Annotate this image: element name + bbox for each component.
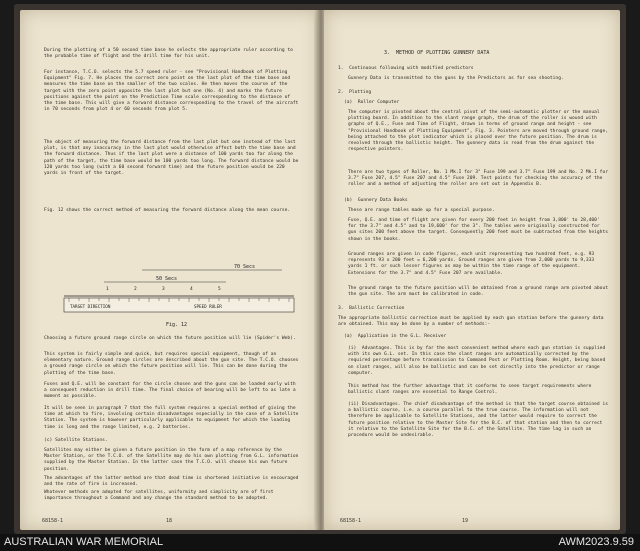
- book-spread: [14, 4, 626, 534]
- left-paragraph-5: Choosing a future ground range circle on which the future position will lie (Spider's Web).: [44, 336, 296, 341]
- left-paragraph-4: Fig. 12 shows the correct method of measuring the forward distance along the mean course.: [44, 208, 291, 213]
- sub-b-text: These are range tables made up for a special purpose.: [348, 208, 495, 213]
- item-2-heading: 2. Plotting: [338, 90, 372, 95]
- plot-number-5: 5: [218, 287, 221, 292]
- plot-number-3: 3: [162, 287, 165, 292]
- item-1-text: Gunnery Data is transmitted to the guns by the Predictors as for sea shooting.: [348, 76, 564, 81]
- figure-caption: Fig. 12: [166, 322, 188, 328]
- item-3-text: The appropriate ballistic correction must be applied by each gun station before the gunnery data are obtained. This may be done by a number of methods:-: [338, 316, 607, 328]
- right-footer-code: 68158-1: [340, 518, 362, 524]
- ruler-label-speed: SPEED RULER: [194, 304, 222, 309]
- sub-3a-disadvantages: (ii) Disadvantages. The chief disadvantage of the method is that the target course obtained is a ballistic course, i.e. a course parallel to the true course. The information will not therefore be applicable to Satellite Stations, and the latter would require to correct the future position relative to the Master Site for the B.C. of that station and then to correct it relative to the Satellite Site for the B.C. of the Satellite. The time lag in such an procedure would be undesirable.: [348, 402, 611, 439]
- sub-a-heading: (a) Roller Computer: [344, 100, 400, 105]
- sub-3a-advantages-2: This method has the further advantage that it conforms to seen target requirements where ballistic slant ranges are essential to Range Control.: [348, 384, 595, 396]
- left-paragraph-9: (c) Satellite Stations.: [44, 438, 108, 443]
- label-50-secs: 50 Secs: [156, 276, 178, 282]
- section-title: 3. METHOD OF PLOTTING GUNNERY DATA: [384, 50, 490, 56]
- left-paragraph-8: It will be seen in paragraph 7 that the full system requires a special method of giving the time at which to fire, involving certain disadvantages especially in the case of a Satellite Station. The system is however particularly applicable to equipment for which the loading time is long and the range limited, e.g. 2 batteries.: [44, 406, 302, 430]
- left-paragraph-1: During the plotting of a 50 second time base he selects the appropriate ruler according to the probable time of flight and the drill time for his unit.: [44, 48, 296, 60]
- left-page-number: 18: [166, 518, 173, 524]
- sub-3a-heading: (a) Application in the G.L. Receiver: [344, 334, 447, 339]
- plot-number-4: 4: [190, 287, 193, 292]
- left-paragraph-10: Satellites may either be given a future position in the form of a map reference by the Master Station, or the T.C.O. of the Satellite may do his own plotting from G.L. information supplied by the Master Station. In the latter case the T.C.O. will choose his own future position.: [44, 448, 302, 472]
- left-paragraph-7: Fuses and Q.E. will be constant for the circle chosen and the guns can be loaded early with a consequent reduction in drill time. The final choice of bearing will be left to as late a moment as possible.: [44, 382, 299, 400]
- sub-3a-advantages: (i) Advantages. This is by far the most convenient method where each gun station is supplied with its own G.L. set. In this case the slant ranges are automatically corrected by the required percentage before transmission to Command Post or Plotting Room. Height, being based on slant ranges, will also be ballistic and can be set directly into the predictor or range computer.: [348, 346, 608, 376]
- sub-b-heading: (b) Gunnery Data Books: [344, 198, 408, 203]
- archive-accession-number: AWM2023.9.59: [558, 536, 634, 548]
- left-footer-code: 68158-1: [42, 518, 64, 524]
- plot-number-2: 2: [134, 287, 137, 292]
- plot-number-1: 1: [106, 287, 109, 292]
- sub-b-text-4: The ground range to the future position will be obtained from a ground range arm pivoted about the gun site. The arm must be calibrated in code.: [348, 286, 611, 298]
- item-1-heading: 1. Continuous following with modified predictors: [338, 66, 474, 71]
- left-paragraph-11: The advantages of the latter method are that dead time is shortened initiative is encouraged and the rate of fire is increased.: [44, 476, 302, 488]
- ruler-label-direction: TARGET DIRECTION: [70, 304, 111, 309]
- sub-a-text: The computer is pivoted about the central pivot of the semi-automatic plotter or the manual plotting board. In addition to the slant range graph, the drum of the roller is wound with graphs of Q.E., Fuse and Time of Flight, drawn in terms of ground range and height - see "Provisional Handbook of Plotting Equipment", Fig. 3. Pointers are moved through ground range, being attached to the plot indicator which is placed over the future position. The drum is revolved through the ballistic height. The gunnery data is read from the drum against the respective pointers.: [348, 110, 611, 153]
- sub-b-text-2: Fuse, Q.E. and time of flight are given for every 200 feet in height from 3,800' to 28,400' for the 3.7" and 4.5" and to 19,600' for the 3". The tables were originally constructed for gun sites 200 feet above the target. Consequently 200 feet must be subtracted from the heights shown in the books.: [348, 218, 611, 242]
- left-paragraph-12: Whatever methods are adopted for satellites, uniformity and simplicity are of first importance throughout a Command and any change the standard method to be adopted.: [44, 490, 277, 502]
- item-3-heading: 3. Ballistic Correction: [338, 306, 405, 311]
- figure-12-diagram: [44, 260, 304, 332]
- sub-b-text-3: Ground ranges are given in code figures, each unit representing two hundred feet, e.g. 93 represents 93 x 200 feet = 6,200 yards. Ground ranges are given from 2,000 yards to 9,333 yards 1 ft. or such lesser figures as may be within the time range of the equipment. Extensions for the 3.7" and 4.5" Fuse 207 are available.: [348, 252, 597, 276]
- left-paragraph-6: This system is fairly simple and quick, but requires special equipment, though of an elementary nature. Ground range circles are described about the gun site. The T.C.O. chooses a ground range circle on which the future position will lie. This can be done during the plotting of the time base.: [44, 352, 302, 376]
- left-paragraph-2: For instance, T.C.O. selects the 5.7 speed ruler - see "Provisional Handbook of Plotting Equipment" Fig. 7. He places the correct zero point on the last plot of the time base and measures the time base on the smaller of the two scales. He then moves the course of the target with the zero point opposite the last plot but one (No. 4) and marks the future positions against the point on the Prediction Time scale corresponding to the distance of the time base. This will give a forward distance corresponding to the travel of the aircraft in 70 seconds from plot 4 or 60 seconds from plot 5.: [44, 70, 302, 113]
- archive-institution: AUSTRALIAN WAR MEMORIAL: [4, 536, 164, 548]
- left-paragraph-3: The object of measuring the forward distance from the last plot but one instead of the last plot, is that any inaccuracy in the last plot would otherwise affect both the time base and the forward distance. Thus if the last plot were a distance of 100 yards too far along the path of the target, the time base would be 100 yards too long. The forward distance would be 120 yards too long (with a 60 second forward time) and the future position would be 220 yards in front of the target.: [44, 140, 302, 177]
- archive-footer: [0, 534, 640, 551]
- label-70-secs: 70 Secs: [234, 264, 256, 270]
- right-page-number: 19: [462, 518, 469, 524]
- right-page: [324, 10, 620, 530]
- left-page: [20, 10, 320, 530]
- sub-a-text-2: There are two types of Roller, No. 1 Mk.I for 3" Fuse 199 and 3.7" Fuse 199 and No. 2 Mk.I for 3.7" Fuse 207, 4.5" Fuse 207 and 4.5" Fuse 209. Test points for checking the accuracy of the roller and a method of adjusting the roller are set out in Appendix B.: [348, 170, 611, 188]
